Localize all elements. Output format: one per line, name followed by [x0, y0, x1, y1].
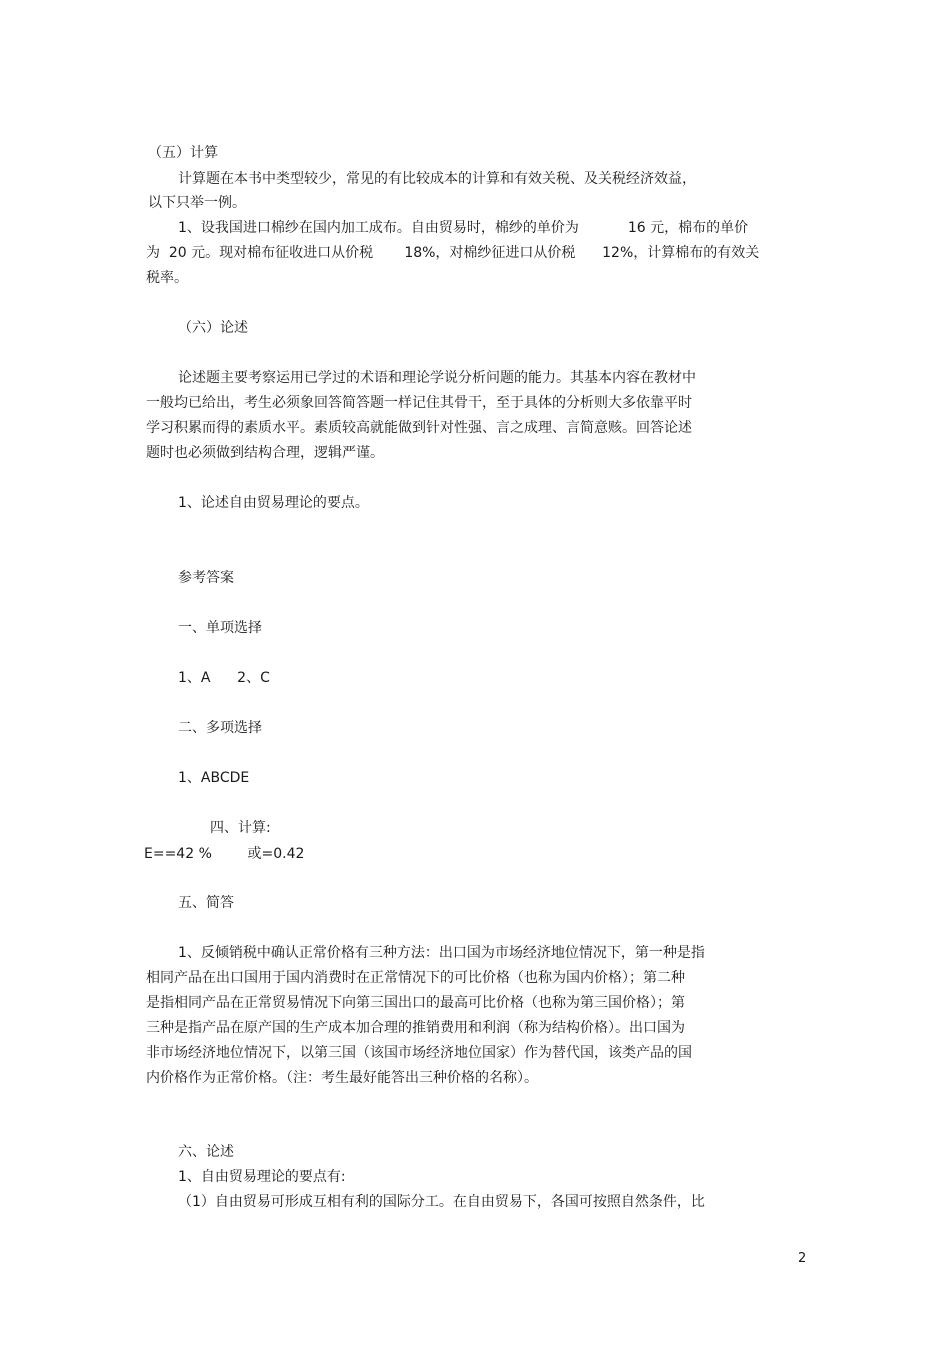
- short-answer-heading: 五、简答: [178, 895, 234, 911]
- section6-heading: （六）论述: [178, 320, 248, 336]
- section6-intro-line-2: 一般均已给出，考生必须象回答简答题一样记住其骨干，至于具体的分析则大多依靠平时: [146, 395, 692, 411]
- short-answer-line-2: 相同产品在出口国用于国内消费时在正常情况下的可比价格（也称为国内价格）；第二种: [146, 970, 685, 986]
- section5-intro-line-1: 计算题在本书中类型较少，常见的有比较成本的计算和有效关税、及关税经济效益，: [178, 171, 696, 187]
- calc-heading: 四、计算:: [210, 820, 271, 836]
- essay-line-1: 1、自由贸易理论的要点有:: [178, 1169, 346, 1185]
- calc-answer: E==42 % 或=0.42: [144, 846, 305, 862]
- short-answer-line-5: 非市场经济地位情况下，以第三国（该国市场经济地位国家）作为替代国，该类产品的国: [146, 1045, 692, 1061]
- multi-choice-answers: 1、ABCDE: [178, 770, 250, 786]
- section5-heading: （五）计算: [148, 145, 218, 161]
- section5-question-line-3: 税率。: [146, 270, 188, 286]
- section5-question-line-2: 为 20 元。现对棉布征收进口从价税 18%，对棉纱征进口从价税 12%，计算棉布的有效关: [146, 245, 760, 261]
- section6-question: 1、论述自由贸易理论的要点。: [178, 495, 369, 511]
- page-number: 2: [798, 1251, 807, 1266]
- single-choice-answers: 1、A 2、C: [178, 670, 270, 686]
- essay-heading: 六、论述: [178, 1144, 234, 1160]
- section5-intro-line-2: 以下只举一例。: [148, 195, 246, 211]
- answers-title: 参考答案: [178, 570, 234, 586]
- essay-line-2: （1）自由贸易可形成互相有利的国际分工。在自由贸易下，各国可按照自然条件，比: [178, 1194, 705, 1210]
- short-answer-line-4: 三种是指产品在原产国的生产成本加合理的推销费用和利润（称为结构价格）。出口国为: [146, 1020, 685, 1036]
- section6-intro-line-4: 题时也必须做到结构合理，逻辑严谨。: [146, 445, 384, 461]
- short-answer-line-1: 1、反倾销税中确认正常价格有三种方法：出口国为市场经济地位情况下，第一种是指: [178, 945, 705, 961]
- short-answer-line-3: 是指相同产品在正常贸易情况下向第三国出口的最高可比价格（也称为第三国价格）；第: [146, 995, 685, 1011]
- section6-intro-line-1: 论述题主要考察运用已学过的术语和理论学说分析问题的能力。其基本内容在教材中: [178, 370, 696, 386]
- section6-intro-line-3: 学习积累而得的素质水平。素质较高就能做到针对性强、言之成理、言简意赅。回答论述: [146, 420, 692, 436]
- multi-choice-heading: 二、多项选择: [178, 720, 262, 736]
- single-choice-heading: 一、单项选择: [178, 620, 262, 636]
- section5-question-line-1: 1、设我国进口棉纱在国内加工成布。自由贸易时，棉纱的单价为 16 元，棉布的单价: [178, 220, 749, 236]
- short-answer-line-6: 内价格作为正常价格。（注：考生最好能答出三种价格的名称）。: [146, 1070, 538, 1086]
